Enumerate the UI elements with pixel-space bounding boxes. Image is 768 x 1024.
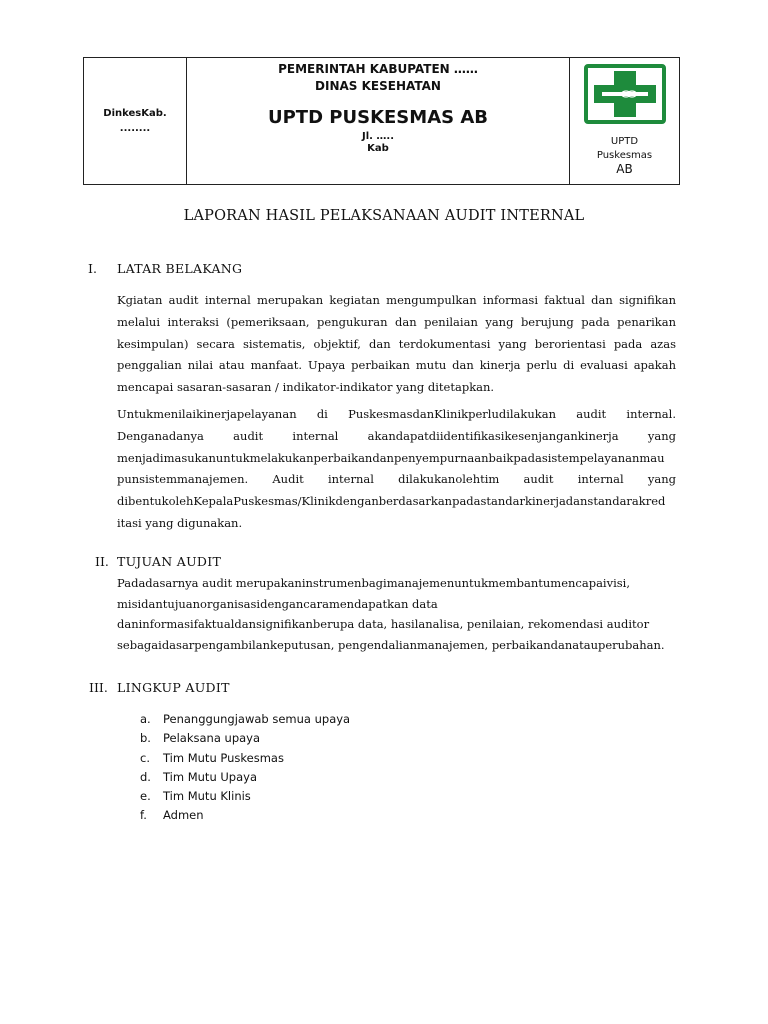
section-1-paragraph-1: Kgiatan audit internal merupakan kegiatan mengumpulkan informasi faktual dan signifikan melalui interaksi (pemeriksaan, pengukuran dan penilaian yang berujung pada penarikan kesimpulan) secara sistematis, objektif, dan terdokumentasi yang berorientasi pada azas penggalian nilai atau manfaat. Upaya perbaikan mutu dan kinerja perlu di evaluasi apakah mencapai sasaran-sasaran / indikator-indikator yang ditetapkan. [117,293,676,395]
puskesmas-cross-logo-icon [584,64,666,124]
address-street: Jl. ….. [361,131,395,142]
list-item-text: Tim Mutu Klinis [163,789,251,804]
department-name: DINAS KESEHATAN [315,79,441,93]
list-marker: e. [140,789,151,804]
government-name: PEMERINTAH KABUPATEN …… [278,62,478,76]
section-1-paragraph-2: Untukmenilaikinerjapelayanan di PuskesmasdanKlinikperludilakukan audit internal. Denganadanya audit internal akandapatdiidentifikasikesenjangankinerja yang menjadimasukanuntukmelakukanperbaikandanpenyempurnaanbaikpadasistempelayananmau punsistemmanajemen. Audit internal dilakukanolehtim audit internal yang dibentukolehKepalaPuskesmas/Klinikdenganberdasarkanpadastandarkinerjadanstandarakred itasi yang digunakan. [117,407,676,530]
section-3-number: III. [89,680,108,695]
letterhead-table [83,57,680,185]
address-regency: Kab [367,143,389,154]
list-item [140,806,350,825]
list-item-text: Tim Mutu Puskesmas [163,750,284,765]
puskesmas-code: AB [616,162,633,176]
list-item [140,749,350,768]
list-item [140,787,350,806]
list-item-text: Pelaksana upaya [163,731,261,746]
list-item-text: Admen [163,808,204,823]
list-item-text: Penanggungjawab semua upaya [163,712,351,726]
list-item-text: Tim Mutu Upaya [163,769,258,784]
list-marker: d. [140,769,151,784]
list-marker: f. [140,808,147,823]
list-marker: b. [140,731,151,746]
list-item [140,768,350,787]
uptd-label: UPTD [610,136,639,147]
institution-name: UPTD PUSKESMAS AB [268,107,488,128]
section-2-paragraph: Padadasarnya audit merupakaninstrumenbagimanajemenuntukmembantumencapaivisi, misidantujuanorganisasidengancaramendapatkan data daninformasifaktualdansignifikanberupa data, hasilanalisa, penilaian, rekomendasi auditor sebagaidasarpengambilankeputusan, pengendalianmanajemen, perbaikandanatauperubahan. [117,576,665,653]
letterhead-center-cell [187,58,570,184]
list-item [140,710,350,729]
audit-scope-list [140,710,350,826]
list-marker: a. [140,712,151,726]
dinkes-label: DinkesKab. [103,108,167,119]
section-1-heading: LATAR BELAKANG [117,261,243,276]
list-item [140,729,350,748]
section-2-heading: TUJUAN AUDIT [117,554,222,569]
section-2-number: II. [95,554,109,569]
dinkes-placeholder: ........ [119,123,151,134]
letterhead-left-cell [84,58,187,184]
letterhead-right-cell [570,58,679,184]
puskesmas-label: Puskesmas [596,150,653,161]
section-3-heading: LINGKUP AUDIT [117,680,230,695]
section-1-number: I. [88,261,97,276]
list-marker: c. [140,750,150,765]
report-title: LAPORAN HASIL PELAKSANAAN AUDIT INTERNAL [183,208,585,224]
